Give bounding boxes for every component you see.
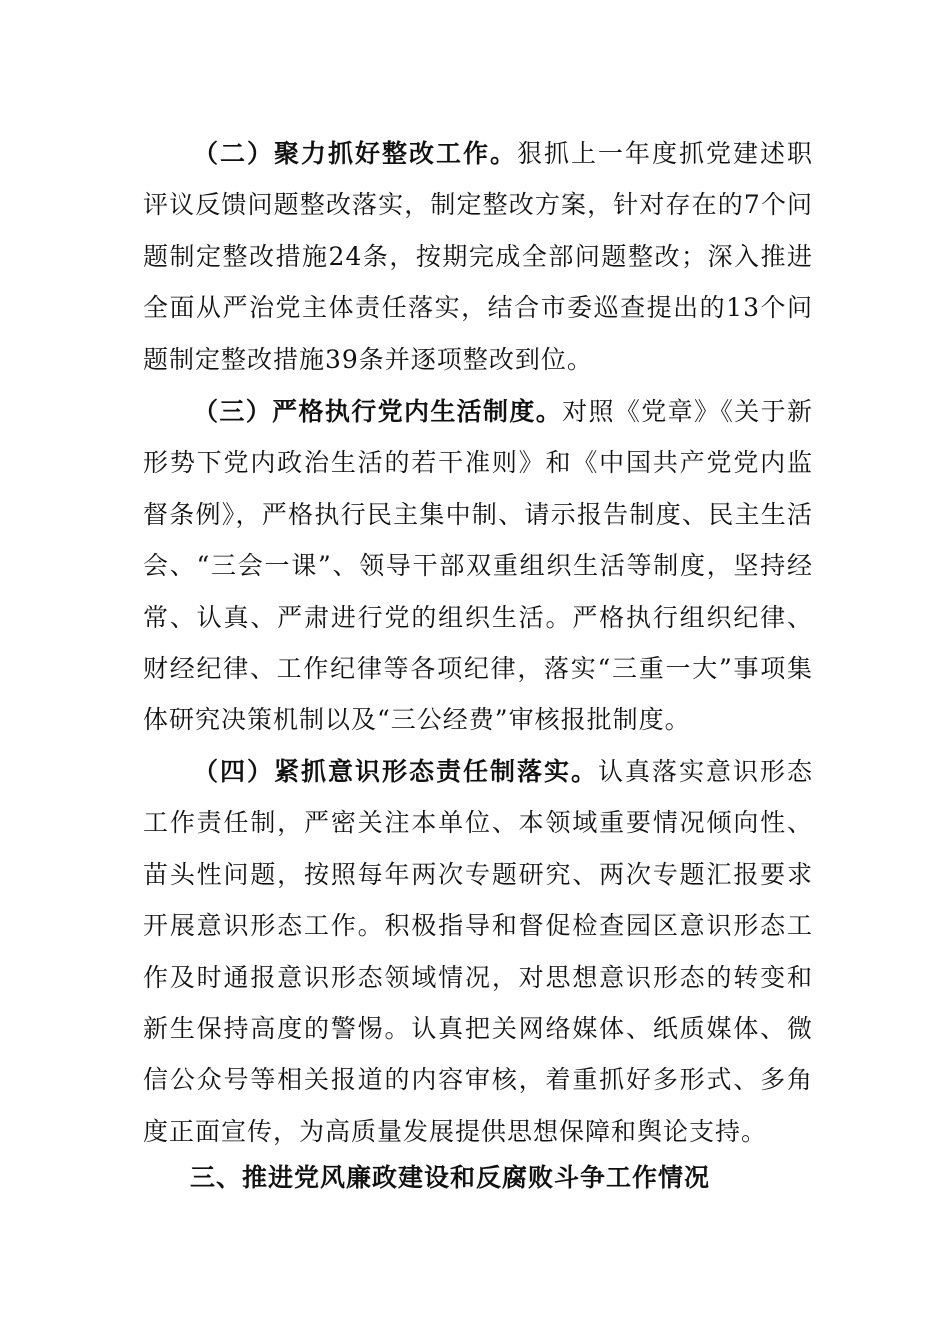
paragraph-body: 狠抓上一年度抓党建述职评议反馈问题整改落实，制定整改方案，针对存在的7个问题制定整改措施24条，按期完成全部问题整改；深入推进全面从严治党主体责任落实，结合市委巡查提出的13个问题制定整改措施39条并逐项整改到位。 (143, 139, 813, 374)
paragraph-body: 对照《党章》《关于新形势下党内政治生活的若干准则》和《中国共产党党内监督条例》，严格执行民主集中制、请示报告制度、民主生活会、“三会一课”、领导干部双重组织生活等制度，坚持经常、认真、严肃进行党的组织生活。严格执行组织纪律、财经纪律、工作纪律等各项纪律，落实“三重一大”事项集体研究决策机制以及“三公经费”审核报批制度。 (143, 397, 813, 735)
paragraph-lead: （三）严格执行党内生活制度。 (193, 397, 563, 426)
section-heading: 三、推进党风廉政建设和反腐败斗争工作情况 (190, 1163, 711, 1192)
paragraph-party-life (143, 386, 813, 746)
paragraph-ideology (143, 746, 813, 1157)
paragraph-body: 认真落实意识形态工作责任制，严密关注本单位、本领域重要情况倾向性、苗头性问题，按照每年两次专题研究、两次专题汇报要求开展意识形态工作。积极指导和督促检查园区意识形态工作及时通报意识形态领域情况，对思想意识形态的转变和新生保持高度的警惕。认真把关网络媒体、纸质媒体、微信公众号等相关报道的内容审核，着重抓好多形式、多角度正面宣传，为高质量发展提供思想保障和舆论支持。 (143, 757, 813, 1146)
paragraph-lead: （四）紧抓意识形态责任制落实。 (193, 757, 598, 786)
paragraph-rectification (143, 128, 813, 385)
paragraph-lead: （二）聚力抓好整改工作。 (193, 139, 517, 168)
